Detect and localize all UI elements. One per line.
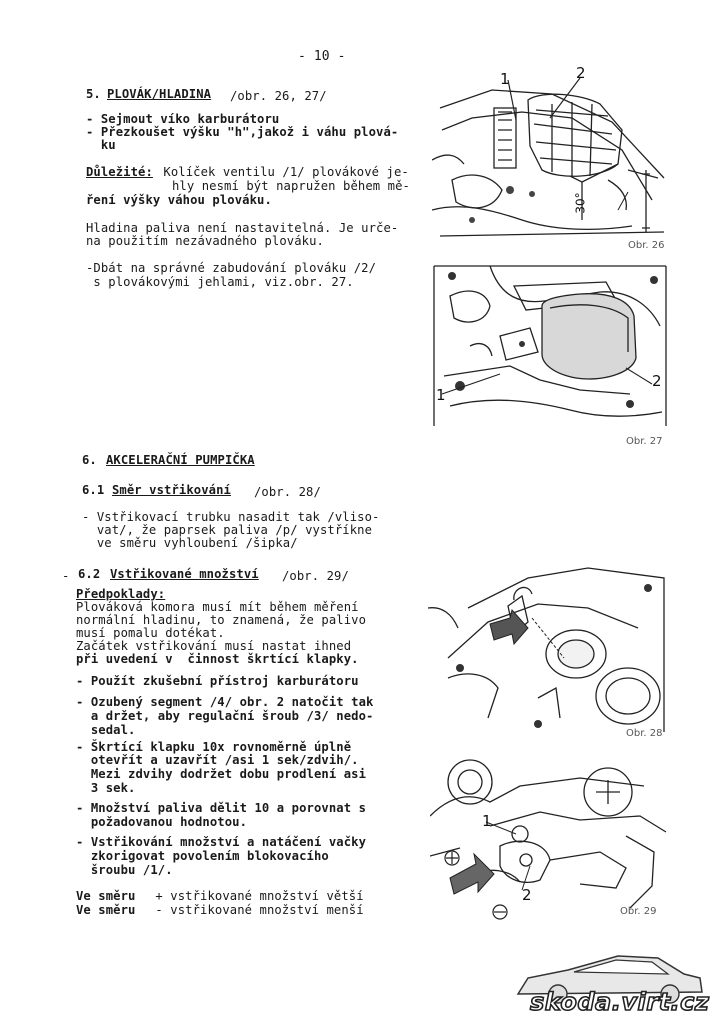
figure-29-illustration [430,756,672,922]
step-line-12: zkorigovat povolením blokovacího [76,849,329,863]
figure-26-label-2: 2 [576,64,586,82]
figure-29-label-2: 2 [522,886,532,904]
step-line-8: 3 sek. [76,781,136,795]
figure-26-caption: Obr. 26 [628,240,665,251]
important-label: Důležité: [86,165,153,179]
step-line-1: - Použít zkušební přístroj karburátoru [76,674,359,688]
step-line-10: požadovanou hodnotou. [76,815,248,829]
step-line-2: - Ozubený segment /4/ obr. 2 natočit tak [76,695,374,709]
section5-title: PLOVÁK/HLADINA [107,87,212,101]
section61-title: Směr vstřikování [112,483,231,497]
step-line-6: otevřít a uzavřít /asi 1 sek/zdvih/. [76,753,359,767]
section6-title: AKCELERAČNÍ PUMPIČKA [106,453,255,467]
figure-26-label-1: 1 [500,70,510,88]
figure-29-caption: Obr. 29 [620,906,657,917]
section62-title: Vstřikované množství [110,567,259,581]
page-number: - 10 - [298,49,346,64]
step-line-5: - Škrtící klapku 10x rovnoměrně úplně [76,740,352,754]
section5-number: 5. [86,87,101,101]
section5-ref: /obr. 26, 27/ [230,89,327,103]
figure-28-illustration [428,548,672,738]
step-line-13: šroubu /1/. [76,863,173,877]
figure-29-label-1: 1 [482,812,492,830]
figure-26-illustration [432,60,672,250]
figure-27-illustration [430,256,670,436]
level-line-2: na použitím nezávadného plováku. [86,234,324,248]
section61-line-1: - Vstřikovací trubku nasadit tak /vliso- [82,510,380,524]
direction-minus-text: - vstřikované množství menší [148,903,364,917]
note-line-2: s plovákovými jehlami, viz.obr. 27. [86,275,354,289]
step-line-11: - Vstřikování množství a natáčení vačky [76,835,367,849]
prereq-line-4: Začátek vstřikování musí nastat ihned [76,639,352,653]
important-line-2: hly nesmí být napružen během mě- [172,179,410,193]
section5-bullet-1: - Sejmout víko karburátoru [86,112,280,126]
figure-26-angle: 30° [573,192,588,214]
step-line-9: - Množství paliva dělit 10 a porovnat s [76,801,367,815]
section5-bullet-2-cont: ku [86,138,116,152]
figure-28-caption: Obr. 28 [626,728,663,739]
skoda-virt-watermark [508,948,708,1018]
section62-number: 6.2 [78,567,101,581]
figure-27-caption: Obr. 27 [626,436,663,447]
figure-27-label-2: 2 [652,372,662,390]
important-line-1: Kolíček ventilu /1/ plovákové je- [156,165,409,179]
direction-minus-label: Ve směru [76,903,136,917]
prereq-line-3: musí pomalu dotékat. [76,626,225,640]
step-line-3: a držet, aby regulační šroub /3/ nedo- [76,709,374,723]
section61-ref: /obr. 28/ [254,485,321,499]
prereq-line-5: při uvedení v činnost škrtící klapky. [76,652,359,666]
step-line-7: Mezi zdvihy dodržet dobu prodlení asi [76,767,367,781]
step-line-4: sedal. [76,723,136,737]
direction-plus-text: + vstřikované množství větší [148,889,364,903]
prereq-line-1: Plováková komora musí mít během měření [76,600,359,614]
level-line-1: Hladina paliva není nastavitelná. Je urče- [86,221,399,235]
direction-plus-label: Ve směru [76,889,136,903]
section61-number: 6.1 [82,483,105,497]
section5-bullet-2: - Přezkoušet výšku "h",jakož i váhu plová- [86,125,399,139]
prereq-label: Předpoklady: [76,587,166,601]
prereq-line-2: normální hladinu, to znamená, že palivo [76,613,367,627]
section61-line-3: ve směru vyhloubení /šipka/ [82,536,298,550]
section61-line-2: vat/, že paprsek paliva /p/ vystříkne [82,523,373,537]
section62-ref: /obr. 29/ [282,569,349,583]
section6-number: 6. [82,453,97,467]
section62-dash: - [62,569,70,583]
note-line-1: -Dbát na správné zabudování plováku /2/ [86,261,377,275]
watermark-text: skoda.virt.cz [530,988,710,1016]
important-line-3: ření výšky váhou plováku. [86,193,272,207]
figure-27-label-1: 1 [436,386,446,404]
